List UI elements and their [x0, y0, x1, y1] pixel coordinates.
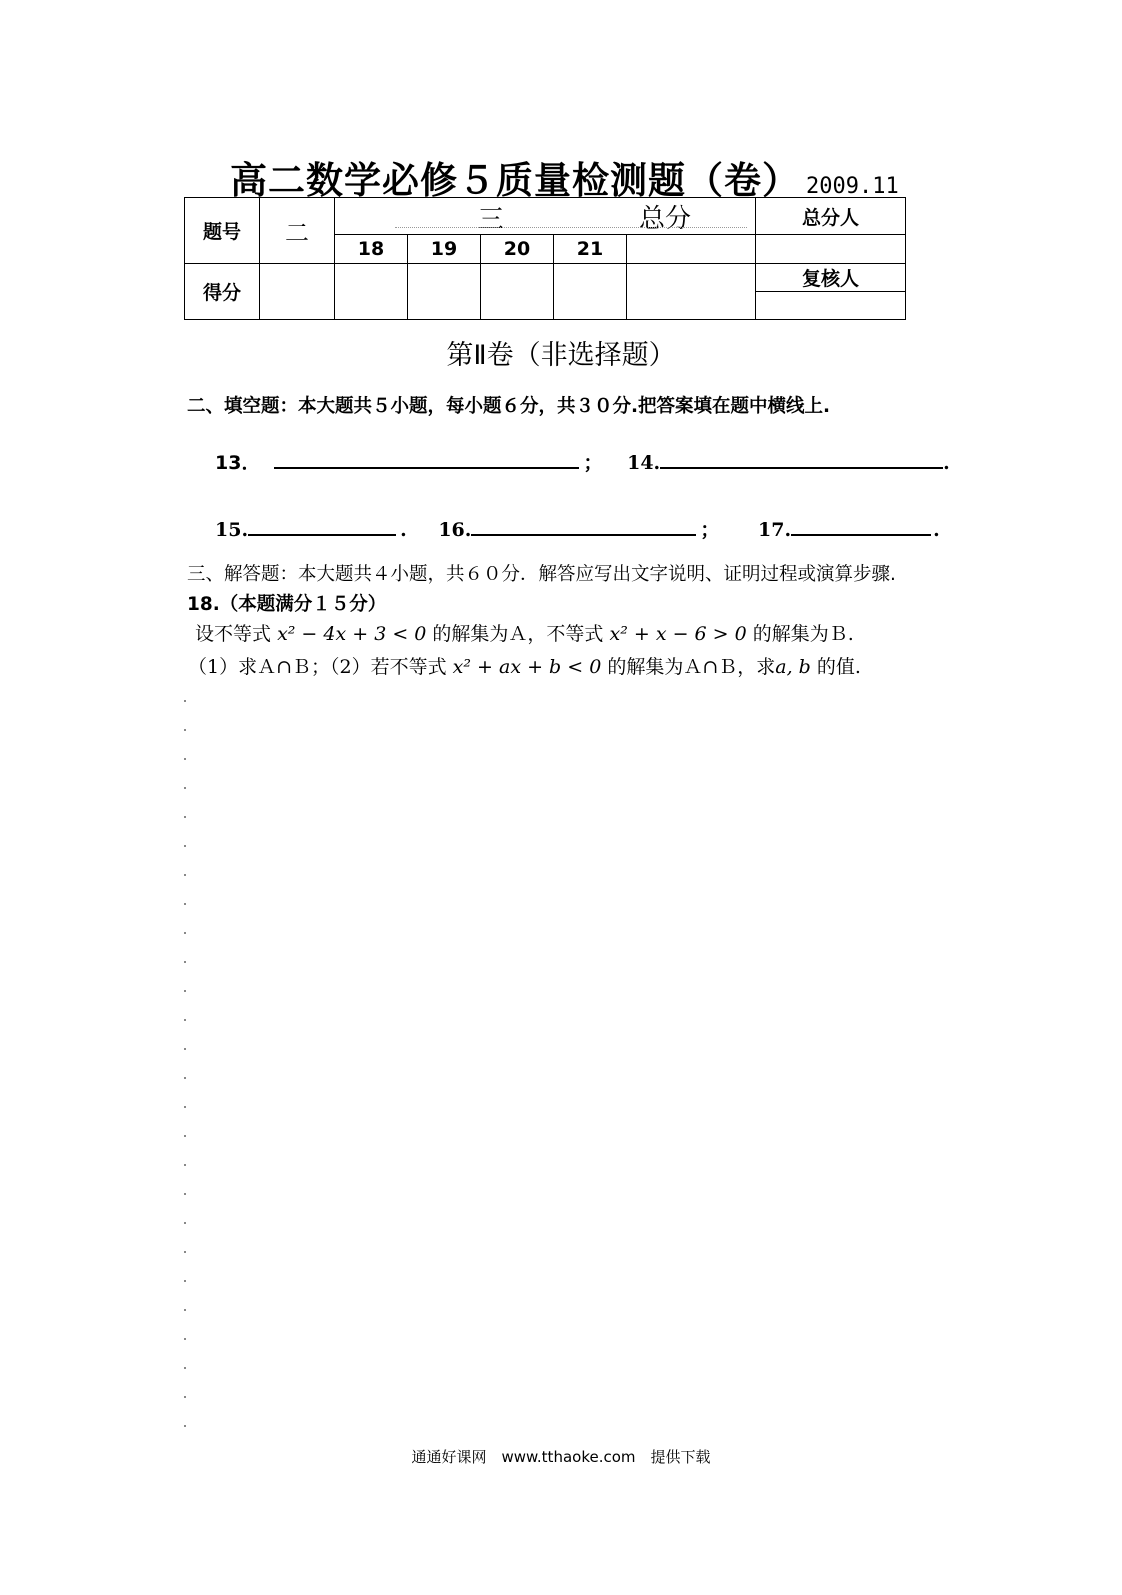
section-title: 第Ⅱ卷（非选择题）	[446, 340, 676, 371]
q16-answer-blank[interactable]	[471, 533, 696, 536]
title-date: 2009.11	[806, 174, 899, 199]
q13-label: 13．	[215, 452, 261, 474]
score-q18[interactable]	[335, 264, 408, 320]
part3-header: 三	[478, 205, 505, 235]
q19-header: 19	[408, 235, 481, 264]
q15-answer-blank[interactable]	[248, 533, 396, 536]
q17-label: 17.	[758, 519, 792, 541]
q13-answer-blank[interactable]	[274, 466, 579, 469]
score-table	[184, 197, 906, 320]
q18-text-2a: （1）求Ａ∩Ｂ；（2）若不等式	[188, 656, 447, 678]
fill-row-2	[215, 515, 940, 542]
reviewer-header: 复核人	[756, 264, 906, 292]
q15-period: .	[400, 519, 407, 541]
total-header: 总分	[639, 204, 692, 234]
reviewer-blank-cell[interactable]	[756, 292, 906, 320]
q14-answer-blank[interactable]	[660, 466, 943, 469]
answer-area-margin-dots	[184, 700, 188, 1420]
q18-inequality-2: x² + x − 6 > 0	[609, 623, 747, 645]
q15-label: 15.	[215, 519, 249, 541]
q21-header: 21	[554, 235, 627, 264]
score-part2[interactable]	[260, 264, 335, 320]
title-text: 高二数学必修５质量检测题（卷）	[230, 159, 800, 202]
q14-label: 14.	[627, 452, 661, 474]
exam-title	[230, 150, 899, 204]
fill-in-instruction: 二、填空题：本大题共５小题，每小题６分，共３０分.把答案填在题中横线上.	[187, 396, 831, 417]
scorer-blank-cell[interactable]	[756, 235, 906, 264]
q18-text-1b: 的解集为Ａ，不等式	[432, 623, 604, 645]
q18-header-line: 18.（本题满分１５分）	[187, 594, 387, 615]
q18-inequality-1: x² − 4x + 3 < 0	[277, 623, 427, 645]
dotted-divider	[395, 227, 747, 228]
answer-section-instruction: 三、解答题：本大题共４小题，共６０分．解答应写出文字说明、证明过程或演算步骤.	[187, 564, 896, 585]
q16-semicolon: ；	[700, 519, 720, 541]
total-blank-cell[interactable]	[627, 235, 756, 264]
footer-credit: 通通好课网 www.tthaoke.com 提供下载	[411, 1448, 711, 1466]
q20-header: 20	[481, 235, 554, 264]
q17-answer-blank[interactable]	[791, 533, 931, 536]
q17-period: .	[933, 519, 940, 541]
fill-row-1	[215, 448, 950, 475]
q18-text-1a: 设不等式	[195, 623, 272, 645]
row-label-question: 题号	[185, 198, 260, 264]
scorer-header: 总分人	[756, 198, 906, 235]
score-q19[interactable]	[408, 264, 481, 320]
part3-total-header	[335, 198, 756, 235]
q18-header: 18	[335, 235, 408, 264]
q14-period: .	[943, 452, 950, 474]
q18-text-1c: 的解集为Ｂ.	[752, 623, 854, 645]
q16-label: 16.	[438, 519, 472, 541]
q13-semicolon: ；	[583, 452, 603, 474]
part2-header: 二	[260, 198, 335, 264]
q18-line-2	[188, 652, 861, 679]
q18-inequality-3: x² + ax + b < 0	[452, 656, 602, 678]
row-label-score: 得分	[185, 264, 260, 320]
score-q21[interactable]	[554, 264, 627, 320]
score-q20[interactable]	[481, 264, 554, 320]
q18-text-2c: 的值.	[816, 656, 861, 678]
q18-text-2b: 的解集为Ａ∩Ｂ，求	[607, 656, 776, 678]
score-total[interactable]	[627, 264, 756, 320]
q18-line-1	[195, 619, 854, 646]
q18-variables: a, b	[775, 656, 811, 678]
